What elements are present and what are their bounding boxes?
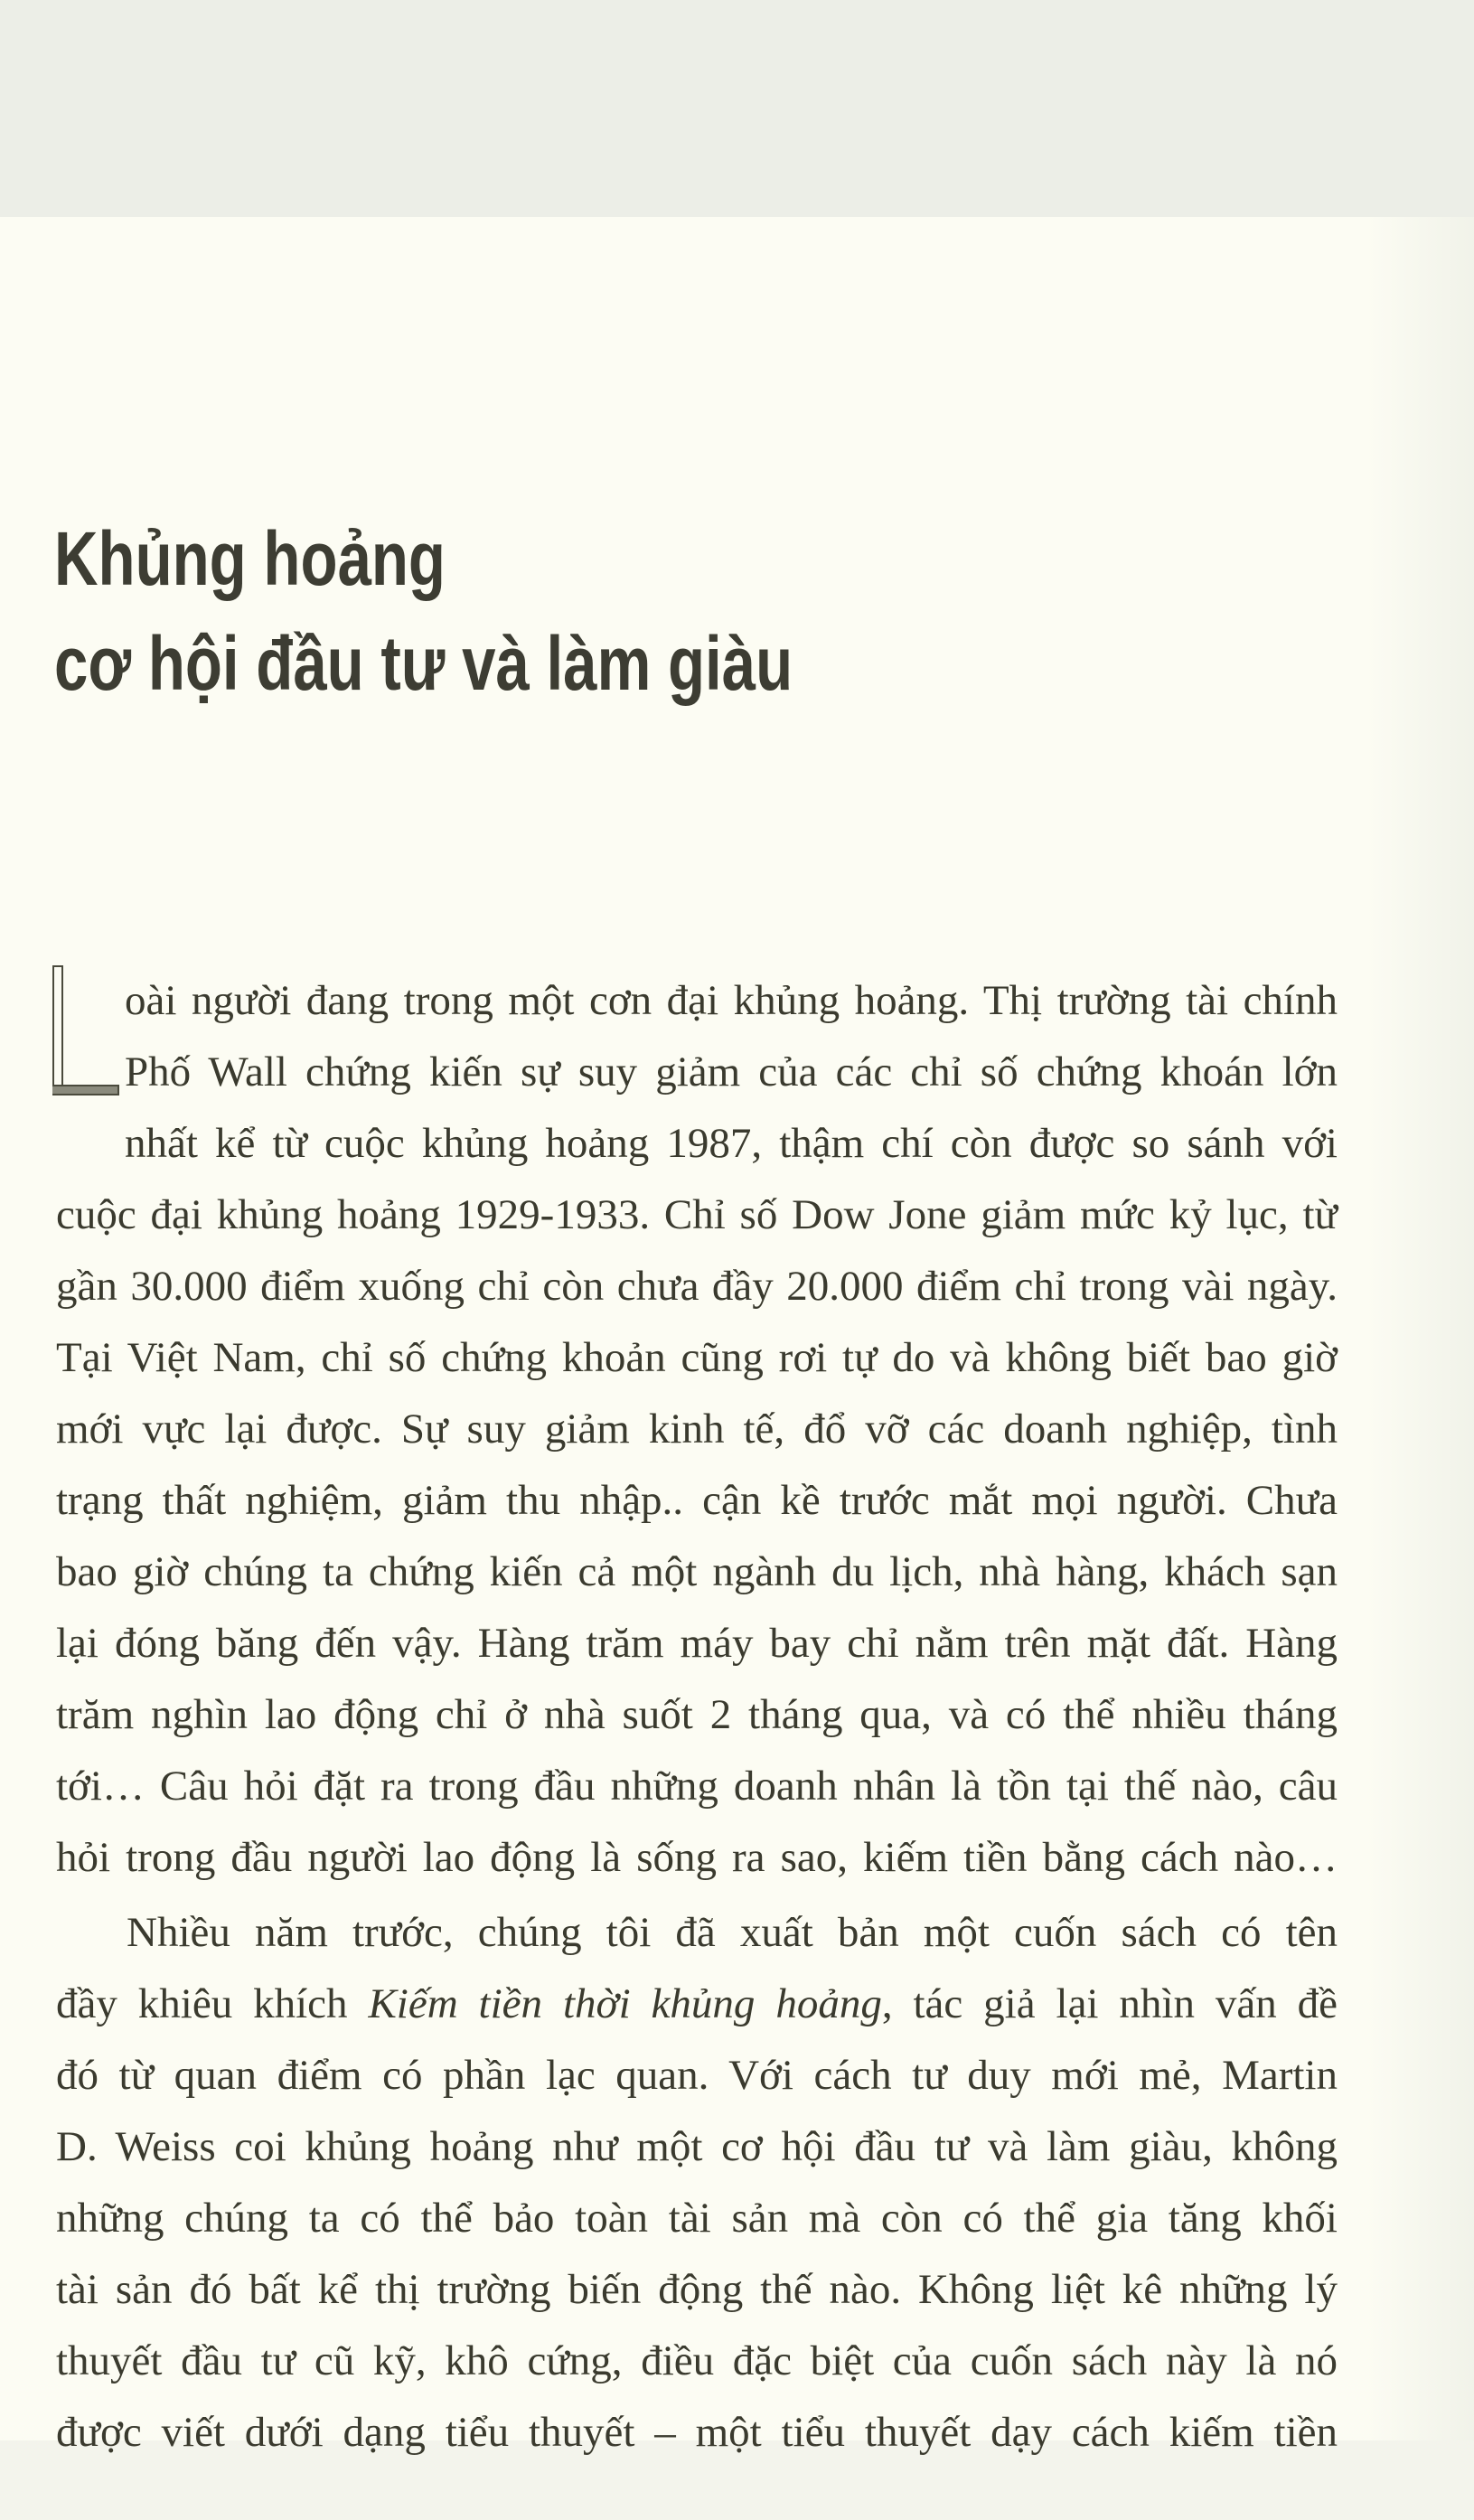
text-line: nhất kể từ cuộc khủng hoảng 1987, thậm chí còn được so sánh với	[125, 1120, 1338, 1167]
text-line: bao giờ chúng ta chứng kiến cả một ngành du lịch, nhà hàng, khách sạn	[56, 1548, 1338, 1595]
paragraph-2	[56, 1897, 1338, 2468]
text-line: những chúng ta có thể bảo toàn tài sản mà còn có thể gia tăng khối	[56, 2195, 1338, 2242]
text-line: được viết dưới dạng tiểu thuyết – một tiểu thuyết dạy cách kiếm tiền	[56, 2409, 1338, 2456]
text-line: tới… Câu hỏi đặt ra trong đầu những doanh nhân là tồn tại thế nào, câu	[56, 1763, 1338, 1810]
scan-top-band	[0, 0, 1474, 217]
text-line: Phố Wall chứng kiến sự suy giảm của các chỉ số chứng khoán lớn	[125, 1048, 1338, 1095]
chapter-title-line-1: Khủng hoảng	[54, 516, 446, 601]
text-line: thuyết đầu tư cũ kỹ, khô cứng, điều đặc biệt của cuốn sách này là nó	[56, 2337, 1338, 2384]
text-line: trăm nghìn lao động chỉ ở nhà suốt 2 tháng qua, và có thể nhiều tháng	[56, 1691, 1338, 1738]
text-line	[56, 1969, 1338, 2040]
body-text	[56, 965, 1338, 2468]
book-title: Kiếm tiền thời khủng hoảng	[368, 1980, 882, 2027]
text-line: Tại Việt Nam, chỉ số chứng khoản cũng rơi tự do và không biết bao giờ	[56, 1334, 1338, 1381]
scan-edge-shadow	[1366, 217, 1474, 2520]
text-line: tài sản đó bất kể thị trường biến động thế nào. Không liệt kê những lý	[56, 2266, 1338, 2313]
text-line: đó từ quan điểm có phần lạc quan. Với cách tư duy mới mẻ, Martin	[56, 2052, 1338, 2099]
text-fragment: đầy khiêu khích	[56, 1980, 369, 2027]
text-line: lại đóng băng đến vậy. Hàng trăm máy bay chỉ nằm trên mặt đất. Hàng	[56, 1620, 1338, 1667]
text-line: D. Weiss coi khủng hoảng như một cơ hội đầu tư và làm giàu, không	[56, 2123, 1338, 2170]
paragraph-1	[56, 965, 1338, 1894]
text-line: oài người đang trong một cơn đại khủng hoảng. Thị trường tài chính	[125, 977, 1338, 1024]
text-line: Nhiều năm trước, chúng tôi đã xuất bản một cuốn sách có tên	[127, 1909, 1338, 1956]
text-line: gần 30.000 điểm xuống chỉ còn chưa đầy 20.000 điểm chỉ trong vài ngày.	[56, 1263, 1338, 1310]
text-line: mới vực lại được. Sự suy giảm kinh tế, đổ vỡ các doanh nghiệp, tình	[56, 1406, 1338, 1453]
text-line: trạng thất nghiệm, giảm thu nhập.. cận kề trước mắt mọi người. Chưa	[56, 1477, 1338, 1524]
chapter-title	[54, 506, 793, 716]
text-fragment: , tác giả lại nhìn vấn đề	[881, 1980, 1338, 2027]
text-line: cuộc đại khủng hoảng 1929-1933. Chỉ số Dow Jone giảm mức kỷ lục, từ	[56, 1191, 1338, 1238]
chapter-title-line-2: cơ hội đầu tư và làm giàu	[54, 621, 793, 706]
text-line: hỏi trong đầu người lao động là sống ra sao, kiếm tiền bằng cách nào…	[56, 1834, 1338, 1881]
